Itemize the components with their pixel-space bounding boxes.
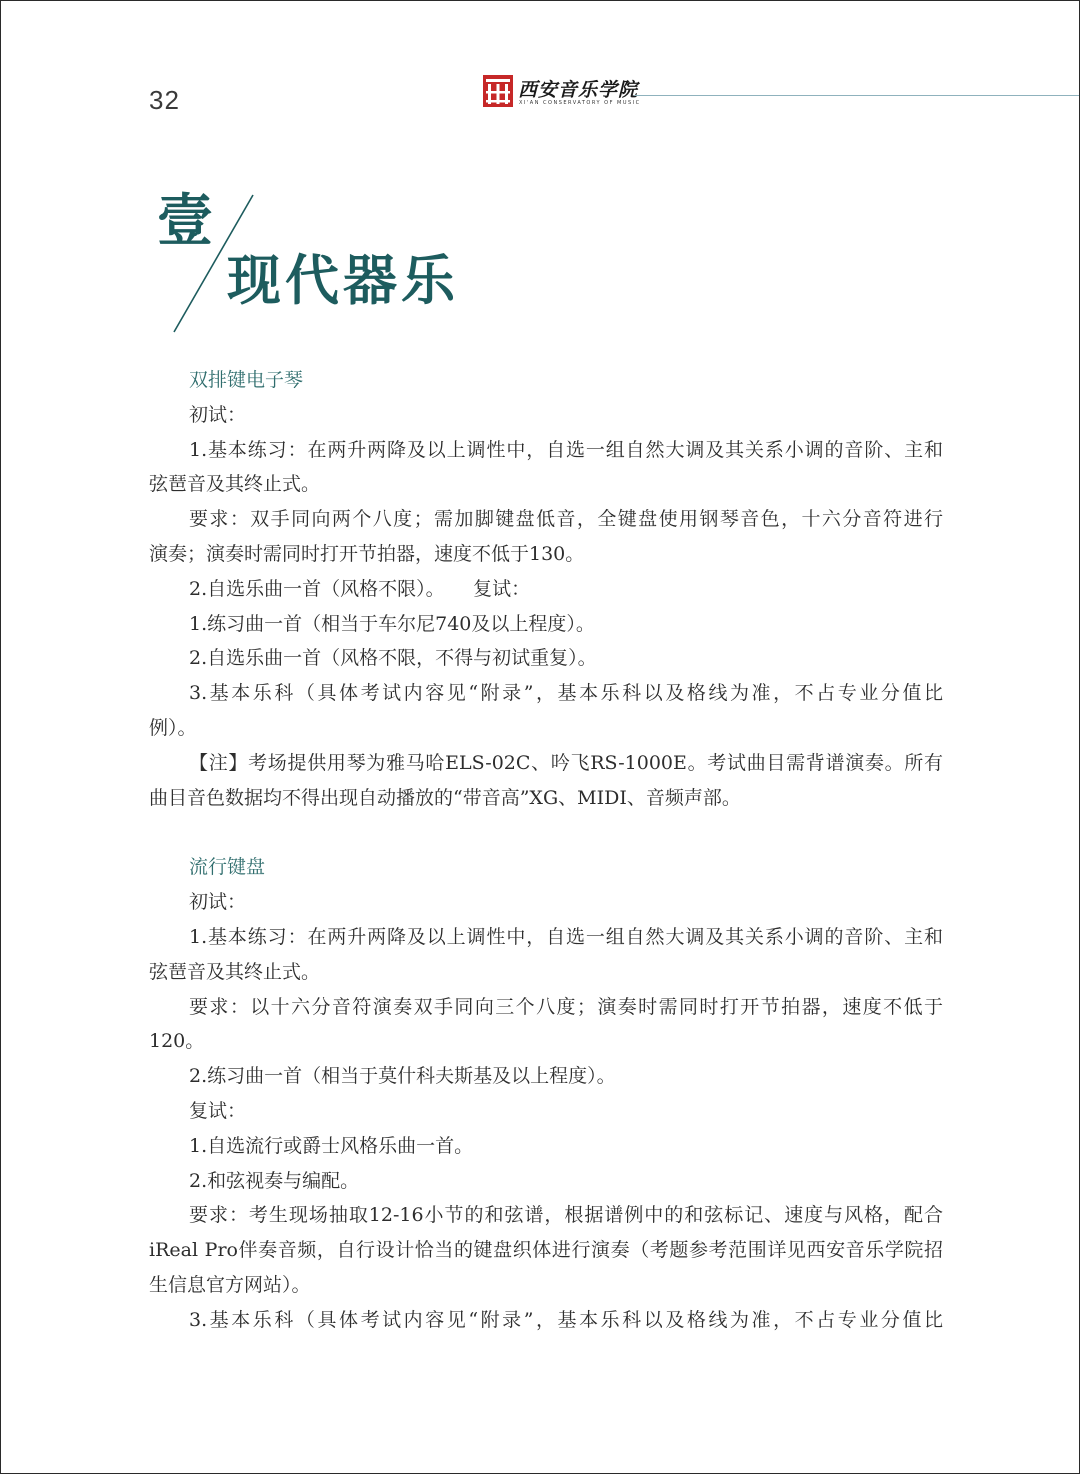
subject-pop-keyboard xyxy=(149,850,943,1337)
logo-emblem-icon xyxy=(482,74,514,108)
header-rule xyxy=(634,95,1079,96)
text-line: 初试： xyxy=(189,403,247,426)
text-line: 1.基本练习：在两升两降及以上调性中，自选一组自然大调及其关系小调的音阶、主和 xyxy=(189,438,943,461)
logo-name: 西安音乐学院 xyxy=(518,79,639,101)
text-line: 生信息官方网站）。 xyxy=(149,1273,311,1296)
note-line: 【注】考场提供用琴为雅马哈ELS-02C、吟飞RS-1000E。考试曲目需背谱演奏。所有 xyxy=(189,751,943,774)
logo-subtitle: XI'AN CONSERVATORY OF MUSIC xyxy=(519,100,641,106)
section-title: 现代器乐 xyxy=(227,248,459,312)
conservatory-logo xyxy=(482,74,641,112)
page-content xyxy=(149,363,943,1338)
text-line: 120。 xyxy=(149,1030,205,1053)
text-line: 1.自选流行或爵士风格乐曲一首。 xyxy=(189,1134,474,1157)
text-line: 弦琶音及其终止式。 xyxy=(149,473,321,496)
text-line: 初试： xyxy=(189,891,247,914)
text-line: 2.和弦视奏与编配。 xyxy=(189,1169,360,1192)
text-line: 2.练习曲一首（相当于莫什科夫斯基及以上程度）。 xyxy=(189,1065,616,1088)
section-gap xyxy=(149,815,943,850)
text-line: 例）。 xyxy=(149,716,197,739)
text-line: 1.基本练习：在两升两降及以上调性中，自选一组自然大调及其关系小调的音阶、主和 xyxy=(189,925,943,948)
text-line: 要求：以十六分音符演奏双手同向三个八度；演奏时需同时打开节拍器，速度不低于 xyxy=(189,995,943,1018)
subject-double-keyboard xyxy=(149,363,943,815)
text-line: 3.基本乐科（具体考试内容见“附录”，基本乐科以及格线为准，不占专业分值比 xyxy=(189,682,943,705)
page-number: 32 xyxy=(149,85,180,115)
note-line: 曲目音色数据均不得出现自动播放的“带音高”XG、MIDI、音频声部。 xyxy=(149,786,741,809)
text-line: 复试： xyxy=(189,1099,247,1122)
text-line: 演奏；演奏时需同时打开节拍器，速度不低于130。 xyxy=(149,542,585,565)
text-line: 要求：双手同向两个八度；需加脚键盘低音，全键盘使用钢琴音色，十六分音符进行 xyxy=(189,508,943,531)
text-line: 3.基本乐科（具体考试内容见“附录”，基本乐科以及格线为准，不占专业分值比 xyxy=(189,1308,943,1331)
text-line: 2.自选乐曲一首（风格不限）。 复试： xyxy=(189,577,531,600)
section-number: 壹 xyxy=(157,188,213,254)
subject-heading: 流行键盘 xyxy=(189,856,266,879)
text-line: 2.自选乐曲一首（风格不限，不得与初试重复）。 xyxy=(189,647,597,670)
text-line: iReal Pro伴奏音频，自行设计恰当的键盘织体进行演奏（考题参考范围详见西安音乐学院招 xyxy=(149,1239,943,1262)
text-line: 弦琶音及其终止式。 xyxy=(149,960,321,983)
subject-heading: 双排键电子琴 xyxy=(189,369,304,391)
text-line: 要求：考生现场抽取12-16小节的和弦谱，根据谱例中的和弦标记、速度与风格，配合 xyxy=(189,1204,943,1227)
text-line: 1.练习曲一首（相当于车尔尼740及以上程度）。 xyxy=(189,612,595,635)
